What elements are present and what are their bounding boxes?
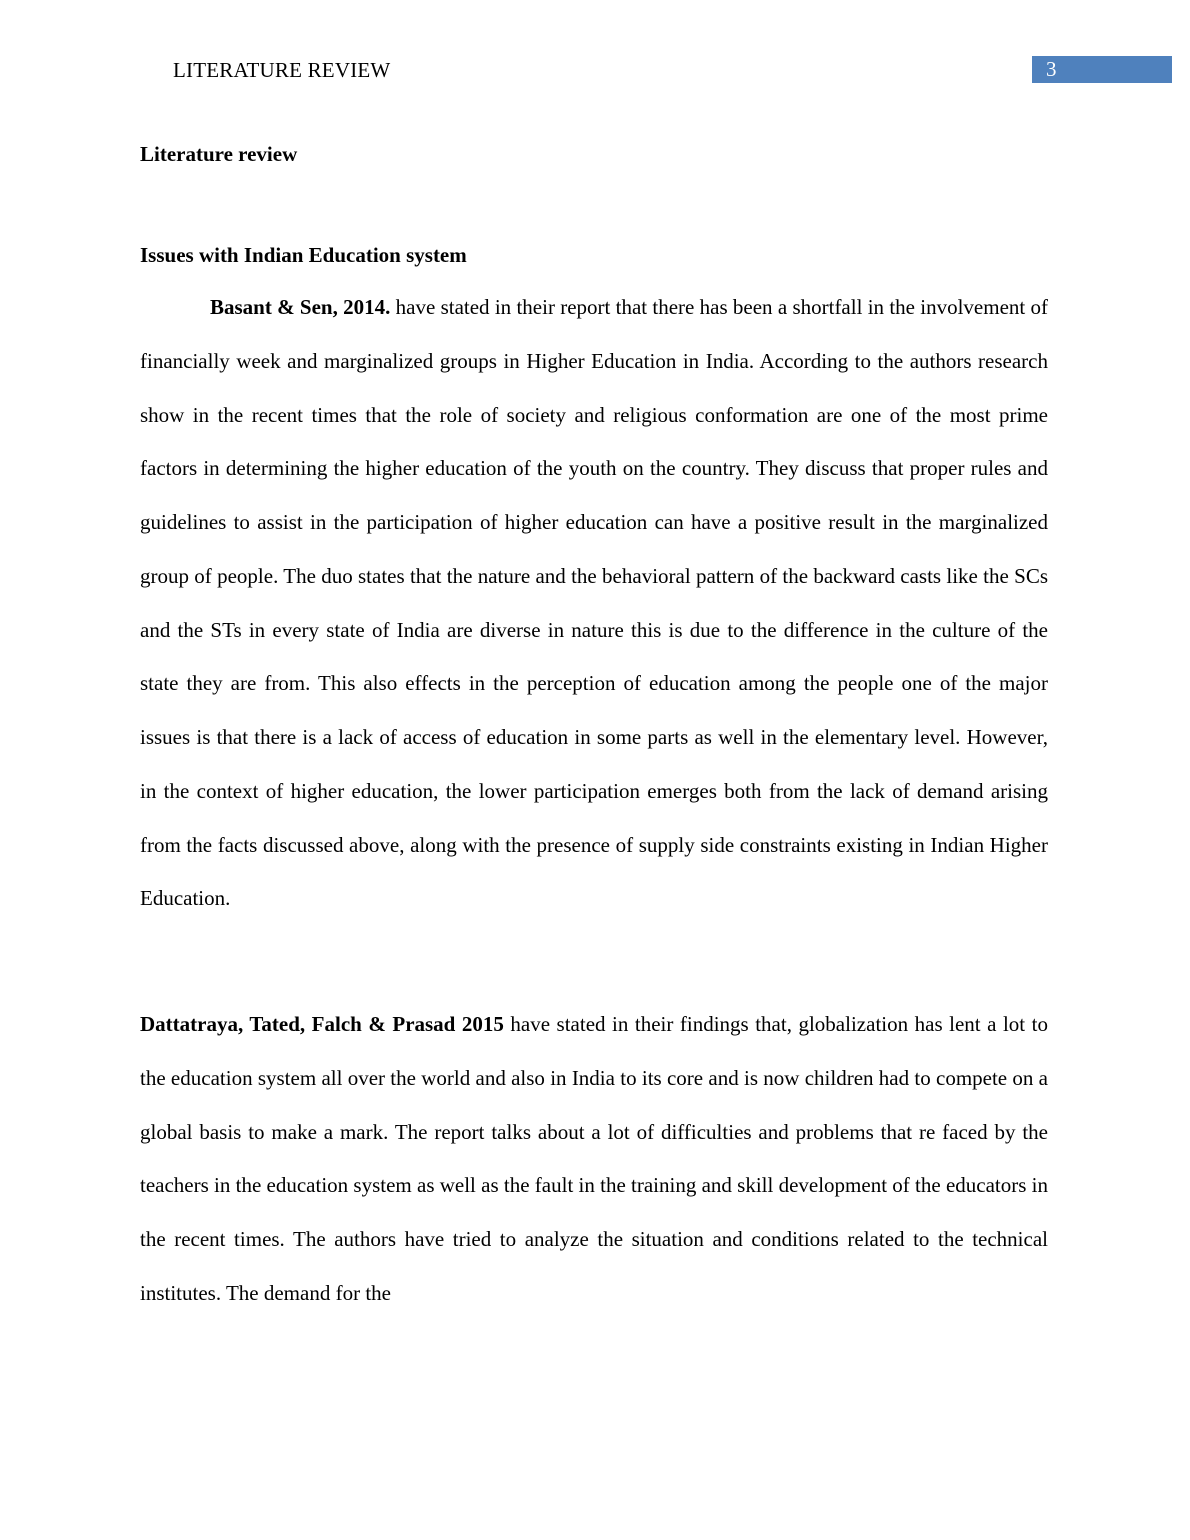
section-heading: Issues with Indian Education system — [140, 243, 467, 267]
paragraph-text: have stated in their findings that, globalization has lent a lot to the education system all over the world and also in India to its core and is now children had to compete on a global basis to make a mark. The report talks about a lot of difficulties and problems that re faced by the teachers in the education system as well as the fault in the training and skill development of the educators in the recent times. The authors have tried to analyze the situation and conditions related to the technical institutes. The demand for the — [140, 1012, 1048, 1305]
paragraph-text: have stated in their report that there has been a shortfall in the involvement of financially week and marginalized groups in Higher Education in India. According to the authors research show in the recent times that the role of society and religious conformation are one of the most prime factors in determining the higher education of the youth on the country. They discuss that proper rules and guidelines to assist in the participation of higher education can have a positive result in the marginalized group of people. The duo states that the nature and the behavioral pattern of the backward casts like the SCs and the STs in every state of India are diverse in nature this is due to the difference in the culture of the state they are from. This also effects in the perception of education among the people one of the major issues is that there is a lack of access of education in some parts as well in the elementary level. However, in the context of higher education, the lower participation emerges both from the lack of demand arising from the facts discussed above, along with the presence of supply side constraints existing in Indian Higher Education. — [140, 295, 1048, 911]
paragraph-citation: Dattatraya, Tated, Falch & Prasad 2015 — [140, 1012, 504, 1036]
paragraph — [140, 281, 1048, 926]
paragraph-citation: Basant & Sen, 2014. — [210, 295, 391, 319]
paragraph — [140, 998, 1048, 1321]
page-title: Literature review — [140, 142, 298, 166]
page-number: 3 — [1032, 56, 1172, 83]
running-head: LITERATURE REVIEW — [173, 58, 391, 82]
